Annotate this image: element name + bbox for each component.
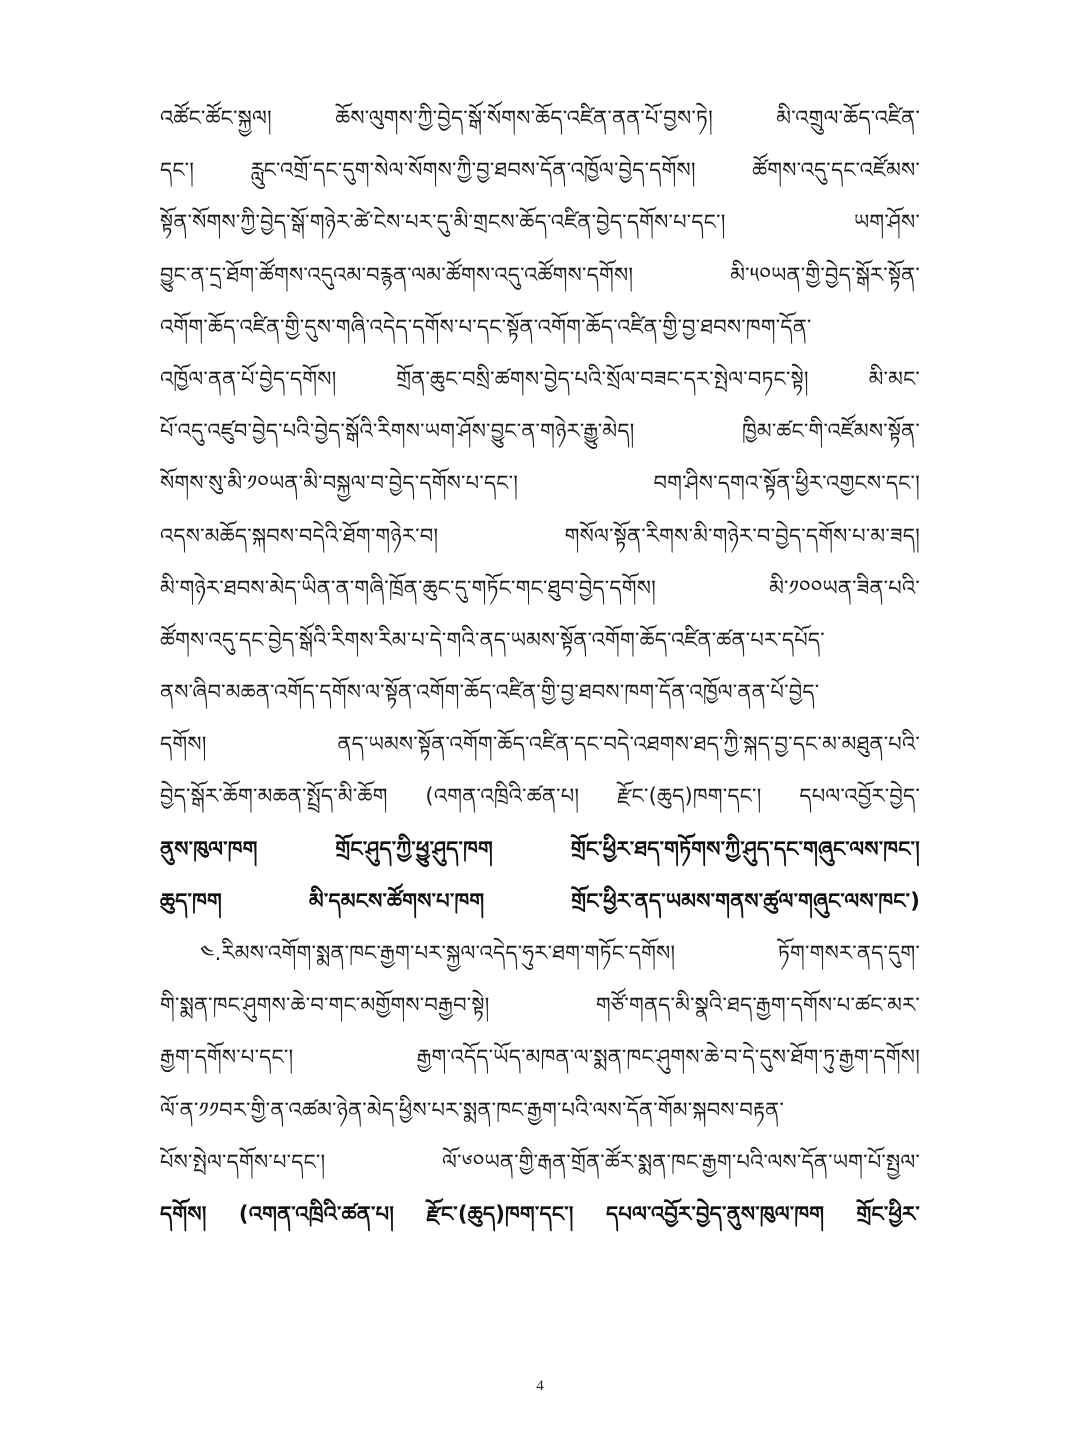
text-line: རྒྱག་དགོས་པ་དང་། རྒྱག་འདོད་ཡོད་མཁན་ལ་སྨན་ཁང་ཤུགས་ཆེ་བ་དེ་དུས་ཐོག་ཏུ་རྒྱག་དགོས།	[160, 1045, 920, 1070]
text-line: འཁྱོལ་ནན་པོ་བྱེད་དགོས། གྲོན་ཆུང་བསྲི་ཚགས་བྱེད་པའི་སྲོལ་བཟང་དར་སྤེལ་བཏང་སྟེ། མི་མང་	[160, 366, 920, 391]
text-line: བྱུང་ན་དྲ་ཐོག་ཚོགས་འདུའམ་བརྙན་ལམ་ཚོགས་འདུ་འཚོགས་དགོས། མི་༥༠ཡན་གྱི་བྱེད་སྒོར་སྟོན་	[160, 262, 920, 287]
text-line-bold: དགོས། (འགན་འཁྲིའི་ཚན་པ། རྫོང་(ཆུད)ཁག་དང་། དཔལ་འབྱོར་བྱེད་ནུས་ཁུལ་ཁག གྲོང་ཕྱིར་	[160, 1201, 920, 1226]
text-line-partial-bold: བྱེད་སྒོར་ཆོག་མཆན་སྤྲོད་མི་ཆོག (འགན་འཁྲིའི་ཚན་པ། རྫོང་(ཆུད)ཁག་དང་། དཔལ་འབྱོར་བྱེད་	[160, 784, 920, 809]
text-line: དང་། རླུང་འགྲོ་དང་དུག་སེལ་སོགས་ཀྱི་བྱ་ཐབས་དོན་འཁྱོལ་བྱེད་དགོས། ཚོགས་འདུ་དང་འཛོམས་	[160, 158, 920, 183]
text-line-bold: ནུས་ཁུལ་ཁག གྲོང་ཤུད་ཀྱི་ཕྱུ་ཤུད་ཁག གྲོང་ཕྱིར་ཐད་གཏོགས་ཀྱི་ཤུད་དང་གཞུང་ལས་ཁང་།	[160, 836, 920, 861]
page-number: 4	[536, 1378, 544, 1394]
text-line: པོ་འདུ་འཛུབ་བྱེད་པའི་བྱེད་སྒོའི་རིགས་ཡག་ཤོས་བྱུང་ན་གཉེར་རྒྱུ་མེད། ཁྱིམ་ཚང་གི་འཛོམས་སྟོན་	[160, 419, 920, 444]
text-line: འགོག་ཆོད་འཛིན་གྱི་དུས་གཞི་འདེད་དགོས་པ་དང་སྟོན་འགོག་ཆོད་འཛིན་གྱི་བྱ་ཐབས་ཁག་དོན་	[160, 314, 812, 339]
section-4-first-line: ༤.རིམས་འགོག་སྨན་ཁང་རྒྱག་པར་སྐྱལ་འདེད་ཧུར་ཐག་གཏོང་དགོས། ཏོག་གསར་ནད་དུག་	[200, 941, 920, 965]
text-line: ལོ་ན་༡༡བར་གྱི་ན་འཚམ་ཉེན་མེད་ཕྱིས་པར་སྨན་ཁང་རྒྱག་པའི་ལས་དོན་གོམ་སྐབས་བརྟན་	[160, 1097, 784, 1122]
text-line: ནས་ཞིབ་མཆན་འགོད་དགོས་ལ་སྟོན་འགོག་ཆོད་འཛིན་གྱི་བྱ་ཐབས་ཁག་དོན་འཁྱོལ་ནན་པོ་བྱེད་	[160, 680, 820, 705]
body-text	[160, 92, 920, 1240]
text-line: སོགས་སུ་མི་༡༠ཡན་མི་བསྐྱལ་བ་བྱེད་དགོས་པ་དང་། བག་ཤིས་དགའ་སྟོན་ཕྱིར་འགྱངས་དང་།	[160, 471, 920, 496]
text-line: པོས་སྤེལ་དགོས་པ་དང་། ལོ་༦༠ཡན་གྱི་རྒན་གྲོན་ཚོར་སྨན་ཁང་རྒྱག་པའི་ལས་དོན་ཡག་པོ་སྤྱལ་	[160, 1149, 920, 1174]
text-line: འདས་མཆོད་སྐབས་བདེའི་ཐོག་གཉེར་བ། གསོལ་སྟོན་རིགས་མི་གཉེར་བ་བྱེད་དགོས་པ་མ་ཟད།	[160, 523, 920, 548]
text-line: ཚོགས་འདུ་དང་བྱེད་སྒོའི་རིགས་རིམ་པ་དེ་གའི་ནད་ཡམས་སྟོན་འགོག་ཆོད་འཛིན་ཚན་པར་དཔོད་	[160, 627, 825, 652]
text-line: དགོས། ནད་ཡམས་སྟོན་འགོག་ཆོད་འཛིན་དང་བདེ་འཐགས་ཐད་ཀྱི་སྐད་བྱ་དང་མ་མཐུན་པའི་	[160, 732, 920, 757]
text-line-bold: ཆུད་ཁག མི་དམངས་ཚོགས་པ་ཁག གྲོང་ཕྱིར་ནད་ཡམས་གནས་ཚུལ་གཞུང་ལས་ཁང་)	[160, 888, 920, 913]
text-line: སྟོན་སོགས་ཀྱི་བྱེད་སྒོ་གཉེར་ཚེ་ངེས་པར་དུ་མི་གྲངས་ཆོད་འཛིན་བྱེད་དགོས་པ་དང་། ཡག་ཤོས་	[160, 210, 920, 235]
text-line: འཚོང་ཚོང་སྐྱལ། ཆོས་ལུགས་ཀྱི་བྱེད་སྒོ་སོགས་ཆོད་འཛིན་ནན་པོ་བྱས་ཏེ། མི་འགྲུལ་ཆོད་འཛིན་	[160, 106, 920, 130]
text-line: མི་གཉེར་ཐབས་མེད་ཡིན་ན་གཞི་ཁྲོན་ཆུང་དུ་གཏོང་གང་ཐུབ་བྱེད་དགོས། མི་༡༠༠ཡན་ཟིན་པའི་	[160, 575, 920, 600]
text-line: གི་སྨན་ཁང་ཤུགས་ཆེ་བ་གང་མགྱོགས་བརྒྱབ་སྟེ། གཙོ་གནད་མི་སྣའི་ཐད་རྒྱག་དགོས་པ་ཚང་མར་	[160, 993, 920, 1018]
